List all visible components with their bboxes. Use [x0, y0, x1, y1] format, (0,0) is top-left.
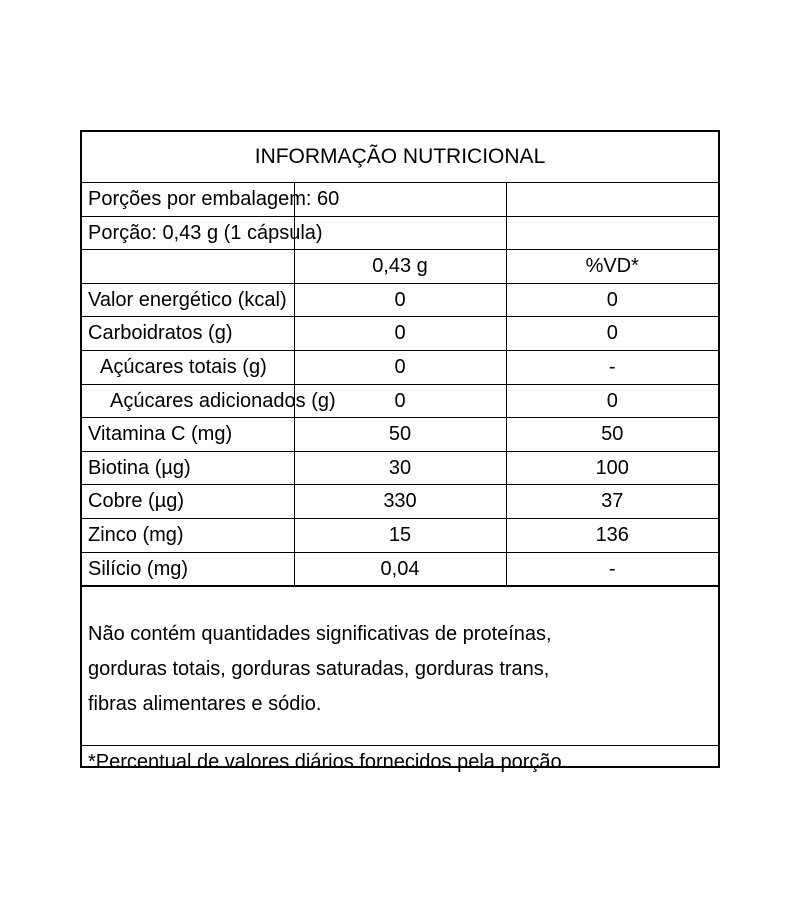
table-row: [82, 350, 718, 384]
insignificant-nutrients-note: [82, 586, 718, 745]
table-row: [82, 552, 718, 586]
table-row: [82, 485, 718, 519]
nutrition-facts-table: [80, 130, 720, 774]
nutrient-name: Silício (mg): [82, 552, 294, 586]
nutrient-daily-value: 0: [506, 384, 718, 418]
nutrient-daily-value: 0: [506, 283, 718, 317]
nutrient-quantity: 50: [294, 418, 506, 452]
nutrient-name: Carboidratos (g): [82, 317, 294, 351]
nutrient-daily-value: 37: [506, 485, 718, 519]
empty-cell: [294, 216, 506, 250]
nutrient-name: Biotina (µg): [82, 451, 294, 485]
serving-size: Porção: 0,43 g (1 cápsula): [82, 216, 294, 250]
nutrient-name: Valor energético (kcal): [82, 283, 294, 317]
nutrient-daily-value: 136: [506, 518, 718, 552]
table-row: [82, 518, 718, 552]
empty-cell: [506, 216, 718, 250]
title-row: [82, 132, 718, 183]
table-row: [82, 418, 718, 452]
nutrient-quantity: 0: [294, 283, 506, 317]
nutrient-quantity: 15: [294, 518, 506, 552]
daily-value-header: %VD*: [506, 250, 718, 284]
table-row: [82, 317, 718, 351]
empty-cell: [506, 183, 718, 217]
nutrient-quantity: 30: [294, 451, 506, 485]
nutrient-name: Zinco (mg): [82, 518, 294, 552]
nutrient-quantity: 0: [294, 384, 506, 418]
note-line: Não contém quantidades significativas de proteínas,: [88, 623, 552, 646]
table-row: [82, 451, 718, 485]
note-line: gorduras totais, gorduras saturadas, gorduras trans,: [88, 658, 550, 681]
nutrient-daily-value: -: [506, 350, 718, 384]
serving-size-row: [82, 216, 718, 250]
nutrient-name: Açúcares adicionados (g): [82, 384, 294, 418]
daily-value-footnote: *Percentual de valores diários fornecidos pela porção.: [82, 745, 718, 777]
table-row: [82, 384, 718, 418]
table-row: [82, 283, 718, 317]
column-header-row: [82, 250, 718, 284]
nutrient-daily-value: 50: [506, 418, 718, 452]
nutrient-quantity: 0: [294, 350, 506, 384]
servings-per-package: Porções por embalagem: 60: [82, 183, 294, 217]
nutrient-name: Cobre (µg): [82, 485, 294, 519]
nutrient-daily-value: 100: [506, 451, 718, 485]
servings-row: [82, 183, 718, 217]
nutrient-quantity: 0,04: [294, 552, 506, 586]
note-line: fibras alimentares e sódio.: [88, 693, 322, 716]
nutrient-name: Açúcares totais (g): [82, 350, 294, 384]
table-title: INFORMAÇÃO NUTRICIONAL: [82, 132, 718, 183]
nutrient-daily-value: -: [506, 552, 718, 586]
nutrient-quantity: 330: [294, 485, 506, 519]
quantity-header: 0,43 g: [294, 250, 506, 284]
nutrient-quantity: 0: [294, 317, 506, 351]
nutrient-name: Vitamina C (mg): [82, 418, 294, 452]
empty-cell: [82, 250, 294, 284]
nutrient-daily-value: 0: [506, 317, 718, 351]
nutrition-grid: [82, 132, 718, 586]
